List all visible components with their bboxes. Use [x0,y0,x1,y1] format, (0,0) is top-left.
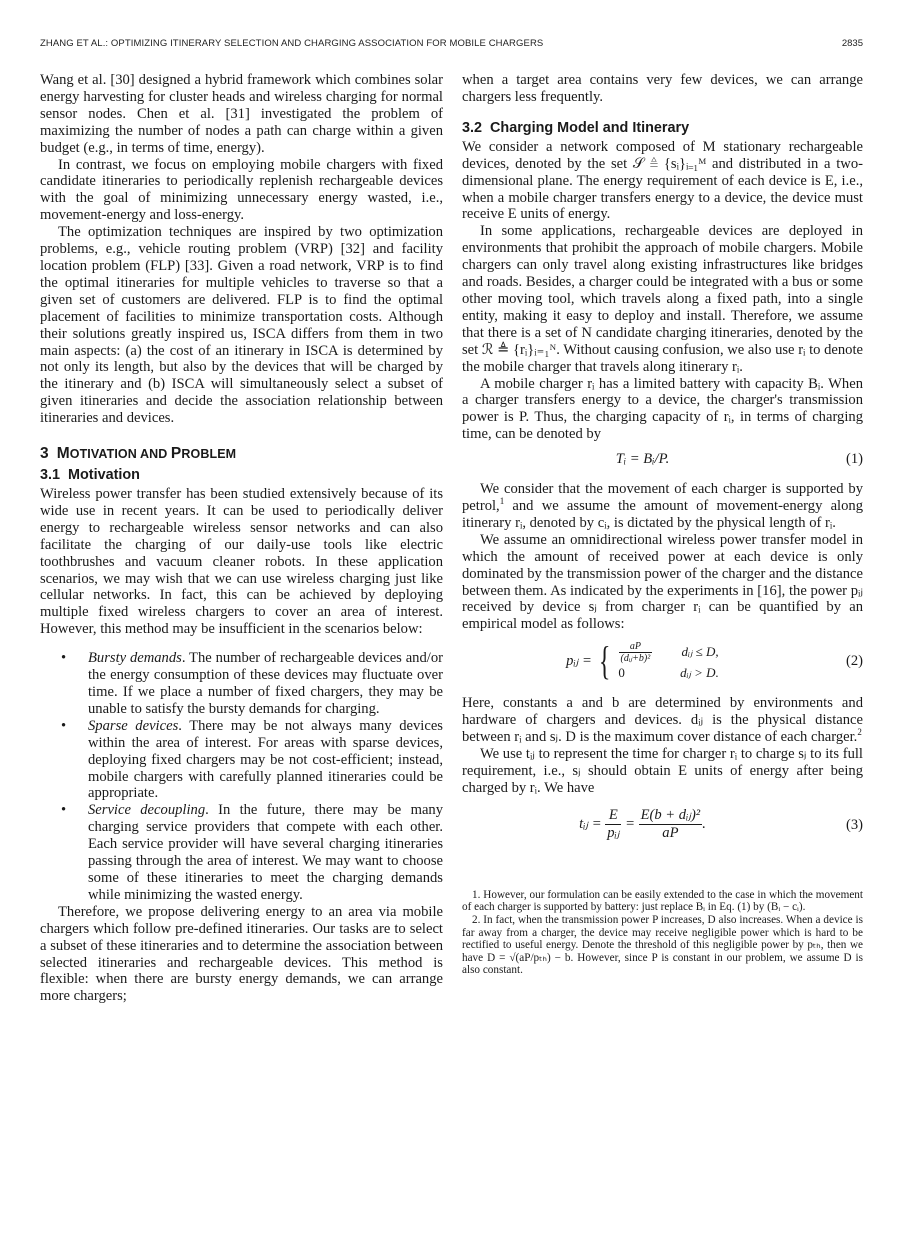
page-number: 2835 [841,38,863,49]
equation-3: tᵢⱼ = $\frac{E}{\text{pᵢⱼ}}$ = $\frac{\text{E(b + dᵢⱼ)²}}{aP}$ . (3) [579,806,863,841]
paragraph: We use tᵢⱼ to represent the time for charger rᵢ to charge sⱼ to its full requirement, i.e., sⱼ should obtain E units of energy after being charged by rᵢ. We have [462,746,863,796]
footnotes [462,889,863,977]
paragraph: Therefore, we propose delivering energy to an area via mobile chargers which follow pre-defined itineraries. Our tasks are to select a subset of these itineraries and to determine the association between selected itineraries and rechargeable devices. This method is flexible: when there are bursty energy demands, we can arrange more chargers; [40,903,443,1005]
paragraph: The optimization techniques are inspired by two optimization problems, e.g., vehicle routing problem (VRP) [32] and facility location problem (FLP) [33]. Given a road network, VRP is to find the optimal itineraries for multiple vehicles to traverse so that a given set of customers are delivered. FLP is to find the optimal placement of facilities to minimize transportation costs. Although their solutions greatly inspired us, ISCA differs from them in two main aspects: (a) the cost of an itinerary in ISCA is determined by not only its length, but also by the devices that will be charged by the itinerary and (b) ISCA will simultaneously select a subset of given itineraries and decide the association relationship between itineraries and devices. [40,224,443,427]
paragraph: Wireless power transfer has been studied extensively because of its wide use in recent years. It can be used to periodically deliver energy to rechargeable wireless sensor networks and can also facilitate the charging of our daily-use tools like electric toothbrushes and vacuum cleaner robots. In these application scenarios, we may wish that we can use wireless charging just like cellular networks. In fact, this can be achieved by deploying multiple fixed wireless chargers to cover an area of interest. However, this method may be insufficient in the scenarios below: [40,486,443,638]
paragraph: when a target area contains very few devices, we can arrange chargers less frequently. [462,72,863,105]
list-item: • Bursty demands. The number of rechargeable devices and/or the energy consumption of these devices may fluctuate over time. If we place a number of fixed chargers, they may be unable to satisfy the bursty demands for charging. [88,650,443,718]
equation-number: (1) [845,451,863,468]
footnote-ref: 2 [857,727,862,738]
equation-1: Tᵢ = Bᵢ/P. (1) [615,451,863,468]
paragraph: We consider a network composed of M stationary rechargeable devices, denoted by the set 𝒮 ≜ {sᵢ}ᵢ₌₁ᴹ and distributed in a two-dimensional plane. The energy requirement of each device is E, i.e., when a mobile charger transfers energy to a device, the device must receive E units of energy. [462,138,863,223]
footnote-1: 1. However, our formulation can be easily extended to the case in which the movement of each charger is supported by battery: just replace Bᵢ in Eq. (1) by (Bᵢ − cᵢ). [462,888,863,914]
paragraph: Here, constants a and b are determined by environments and hardware of chargers and devices. dᵢⱼ is the physical distance between rᵢ and sⱼ. D is the maximum cover distance of each charger.$^2$ [462,695,863,746]
list-item: • Sparse devices. There may be not always many devices within the area of interest. For areas with sparse devices, deploying fixed chargers may be not cost-efficient; instead, mobile chargers with carefully planned itineraries could be appropriate. [88,718,443,803]
paragraph: In contrast, we focus on employing mobile chargers with fixed candidate itineraries to periodically replenish rechargeable devices with the goal of minimizing unnecessary energy wasted, i.e., movement-energy and loss-energy. [40,156,443,224]
subsection-heading: 3.1 Motivation [40,467,140,484]
left-column [40,72,443,1005]
paragraph: We consider that the movement of each charger is supported by petrol,$^1$ and we assume the amount of movement-energy along itinerary rᵢ, denoted by cᵢ, is dictated by the physical length of rᵢ. [462,481,863,531]
equation-2: pᵢⱼ = { $\frac{aP}{\text{(dᵢⱼ+b)²}}$ dᵢⱼ ≤ D, 0 dᵢⱼ > D. (2) [566,638,863,684]
list-item: • Service decoupling. In the future, there may be many charging service providers that compete with each other. Each service provider will have several charging itineraries passing through the area of interest. We may want to choose some of these itineraries to meet the charging demands while minimizing the wasted energy. [88,802,443,903]
piecewise-cases: $\frac{aP}{\text{(dᵢⱼ+b)²}}$ dᵢⱼ ≤ D, 0 dᵢⱼ > D. [618,641,719,681]
footnote-ref: 1 [499,496,505,507]
equation-number: (2) [845,653,863,670]
paragraph: In some applications, rechargeable devices are deployed in environments that prohibit the approach of mobile chargers. Mobile chargers can only travel along existing infrastructures like bridges and roads. Besides, a charger could be integrated with a bus or some other moving tool, which travels along a fixed path, into a single entity, making it easy to deploy and install. Therefore, we assume that there is a set of N candidate charging itineraries, denoted by the set ℛ ≜ {rᵢ}ᵢ₌₁ᴺ. Without causing confusion, we also use rᵢ to denote the mobile charger that travels along itinerary rᵢ. [462,223,863,375]
subsection-heading: 3.2 Charging Model and Itinerary [462,119,690,136]
footnote-2: 2. In fact, when the transmission power P increases, D also increases. When a device is far away from a charger, the device may receive negligible power which is hard to be rectified to useful energy. Denote the threshold of this negligible power by pₜₕ, then we have D = √(aP/pₜₕ) − b. However, since P is constant in our problem, we assume D is also constant. [462,913,863,977]
paragraph: A mobile charger rᵢ has a limited battery with capacity Bᵢ. When a charger transfers energy to a device, the charger's transmission power is P. Thus, the charging capacity of rᵢ, in terms of charging time, can be denoted by [462,375,863,443]
bullet-list [40,650,443,904]
section-heading: 3 MOTIVATION AND PROBLEM [40,445,237,463]
equation-number: (3) [845,816,863,833]
paragraph: Wang et al. [30] designed a hybrid framework which combines solar energy harvesting for cluster heads and wireless charging for normal sensor nodes. Chen et al. [31] investigated the problem of maximizing the number of nodes a path can charge within a given budget (e.g., in terms of time, energy). [40,72,443,156]
running-header [40,38,863,52]
brace: { [599,638,611,684]
running-title: ZHANG ET AL.: OPTIMIZING ITINERARY SELECTION AND CHARGING ASSOCIATION FOR MOBILE CHARGERS [40,38,544,49]
right-column [462,72,863,977]
paragraph: We assume an omnidirectional wireless power transfer model in which the amount of received power at each device is only dominated by the transmission power of the charger and the distance between them. As indicated by the experiments in [16], the power pᵢⱼ received by device sⱼ from charger rᵢ can be quantified by an empirical model as follows: [462,531,863,633]
